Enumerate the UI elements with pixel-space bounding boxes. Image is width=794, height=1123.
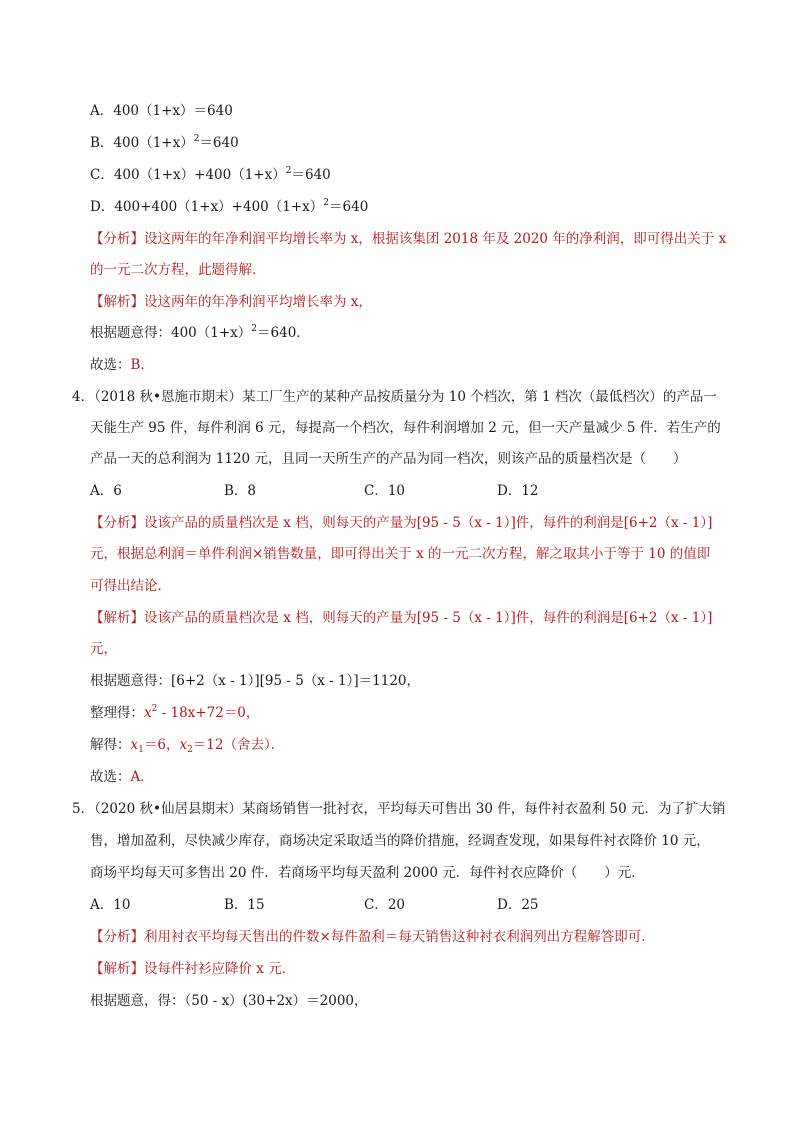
equation-label: 整理得： (90, 705, 144, 721)
equation-label: 解得： (90, 737, 131, 753)
option-b-rhs: ＝640 (199, 135, 239, 151)
exponent: 2 (251, 324, 258, 334)
q4-option-a: A．6 (90, 483, 122, 499)
exponent: 2 (285, 166, 292, 176)
q5-option-a: A．10 (90, 897, 131, 913)
solution-tag: 【解析】 (90, 961, 144, 977)
solution-text: 设该产品的质量档次是 x 档，则每天的产量为[95 - 5（x - 1）]件，每件的利润是[6+2（x - 1）] (144, 610, 713, 626)
choice-answer: B． (130, 357, 154, 373)
solution-tag: 【解析】 (90, 610, 144, 626)
analysis-text: 利用衬衣平均每天售出的件数×每件盈利＝每天销售这种衬衣利润列出方程解答即可． (144, 929, 655, 945)
q4-analysis-line2: 元，根据总利润＝单件利润×销售数量，即可得出关于 x 的一元二次方程，解之取其小于等于 10 的值即 (90, 546, 711, 562)
q3-option-c (90, 165, 331, 185)
q4-choice (90, 767, 154, 787)
q5-solution-line1 (90, 959, 295, 979)
q5-option-c: C．20 (364, 897, 406, 913)
q4-equation-1 (90, 671, 420, 691)
variable: x (179, 737, 188, 753)
q4-equation-3 (90, 735, 284, 755)
root-value: ＝6， (143, 737, 180, 753)
q3-solution-equation (90, 323, 310, 343)
q4-option-c: C．10 (364, 483, 406, 499)
question-text: （2018 秋•恩施市期末）某工厂生产的某种产品按质量分为 10 个档次，第 1 档次（最低档次）的产品一 (94, 389, 717, 405)
question-number: 5． (72, 801, 95, 817)
q5-stem-line3: 商场平均每天可多售出 20 件．若商场平均每天盈利 2000 元．每件衬衣应降价（ ）元． (90, 865, 645, 881)
option-b-expr: B．400（1+x） (90, 135, 194, 151)
question-number: 4． (72, 389, 95, 405)
analysis-tag: 【分析】 (90, 929, 144, 945)
q3-option-d (90, 197, 368, 217)
analysis-tag: 【分析】 (90, 515, 144, 531)
equation-label: 根据题意，得： (90, 993, 185, 1009)
equation-label: 根据题意得： (90, 325, 171, 341)
question-text: （2020 秋•仙居县期末）某商场销售一批衬衣，平均每天可售出 30 件，每件衬衣盈利 50 元．为了扩大销 (94, 801, 726, 817)
option-d-rhs: ＝640 (329, 199, 369, 215)
q4-solution-line1 (90, 608, 712, 628)
solution-text: 设这两年的年净利润平均增长率为 x， (144, 294, 372, 310)
q4-stem-line3: 产品一天的总利润为 1120 元，且同一天所生产的产品为同一档次，则该产品的质量档次是（ ） (90, 451, 687, 467)
root-value: ＝12（舍去）． (192, 737, 285, 753)
solution-text: 设每件衬衫应降价 x 元． (144, 961, 296, 977)
q5-option-b: B．15 (224, 897, 265, 913)
q4-option-d: D．12 (497, 483, 539, 499)
variable: x (130, 737, 139, 753)
exponent: 2 (151, 704, 158, 714)
equation: （50 - x）(30+2x）＝2000， (184, 993, 368, 1009)
q3-option-b (90, 133, 239, 153)
option-d-expr: D．400+400（1+x）+400（1+x） (90, 199, 324, 215)
option-c-rhs: ＝640 (291, 167, 331, 183)
equation-rhs: ＝640． (257, 325, 310, 341)
equation: [6+2（x - 1）][95 - 5（x - 1）]＝1120， (171, 673, 421, 689)
q5-stem-line1 (72, 799, 725, 819)
choice-answer: A． (130, 769, 154, 785)
q5-option-d: D．25 (497, 897, 539, 913)
q4-option-b: B．8 (224, 483, 257, 499)
q5-stem-line2: 售，增加盈利，尽快减少库存，商场决定采取适当的降价措施，经调查发现，如果每件衬衣降价 10 元， (90, 833, 710, 849)
subscript: 1 (138, 745, 144, 755)
q4-equation-2 (90, 703, 259, 723)
choice-label: 故选： (90, 769, 131, 785)
q5-analysis-line1 (90, 927, 655, 947)
exponent: 2 (323, 198, 330, 208)
q4-solution-line2: 元， (90, 641, 117, 657)
option-c-expr: C．400（1+x）+400（1+x） (90, 167, 286, 183)
equation-label: 根据题意得： (90, 673, 171, 689)
q4-stem-line1 (72, 387, 717, 407)
equation-lhs: 400（1+x） (171, 325, 252, 341)
analysis-tag: 【分析】 (90, 231, 144, 247)
analysis-text: 设这两年的年净利润平均增长率为 x，根据该集团 2018 年及 2020 年的净利润，即可得出关于 x (144, 231, 727, 247)
q4-analysis-line3: 可得出结论． (90, 578, 171, 594)
q3-choice (90, 355, 154, 375)
q4-stem-line2: 天能生产 95 件，每件利润 6 元，每提高一个档次，每件利润增加 2 元，但一天产量减少 5 件．若生产的 (90, 420, 721, 436)
q3-option-a: A．400（1+x）＝640 (90, 103, 233, 119)
q5-equation-1 (90, 991, 368, 1011)
q3-analysis-line2: 的一元二次方程，此题得解． (90, 262, 266, 278)
variable: x (144, 705, 152, 721)
subscript: 2 (187, 745, 193, 755)
solution-tag: 【解析】 (90, 294, 144, 310)
exponent: 2 (193, 134, 200, 144)
choice-label: 故选： (90, 357, 131, 373)
q3-solution-line1 (90, 292, 372, 312)
equation: - 18x+72＝0， (157, 705, 260, 721)
q3-analysis-line1 (90, 229, 726, 249)
analysis-text: 设该产品的质量档次是 x 档，则每天的产量为[95 - 5（x - 1）]件，每件的利润是[6+2（x - 1）] (144, 515, 713, 531)
q4-analysis-line1 (90, 513, 712, 533)
